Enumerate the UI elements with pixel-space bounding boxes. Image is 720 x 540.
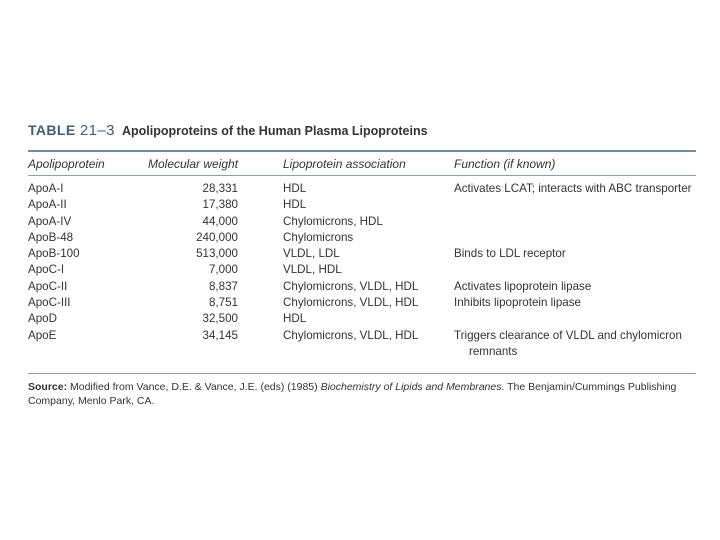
cell-molecular-weight: 34,145 [202, 328, 238, 342]
table-row [28, 197, 696, 213]
source-text-after: . The Benjamin/Cummings Publishing Company, Menlo Park, CA. [28, 381, 677, 408]
source-book-title: Biochemistry of Lipids and Membranes [320, 381, 502, 394]
table-figure [28, 122, 696, 408]
table-row [28, 214, 696, 230]
header-molecular-weight: Molecular weight [148, 156, 239, 171]
table-row [28, 295, 696, 311]
cell-function-text: Activates lipoprotein lipase [454, 279, 592, 293]
cell-molecular-weight: 28,331 [202, 182, 238, 195]
source-label: Source: [28, 381, 68, 394]
cell-molecular-weight: 513,000 [196, 247, 238, 261]
cell-function [454, 246, 696, 262]
cell-spacer [238, 246, 283, 262]
cell-association: Chylomicrons [283, 230, 354, 244]
cell-apolipoprotein: ApoC-I [28, 263, 65, 277]
source-text-before: Modified from Vance, D.E. & Vance, J.E. (eds) (1985) [67, 381, 321, 394]
cell-association: HDL [283, 312, 307, 326]
cell-association: Chylomicrons, VLDL, HDL [283, 279, 419, 293]
cell-function [454, 279, 696, 295]
cell-spacer [238, 311, 283, 327]
cell-function [454, 328, 696, 361]
cell-apolipoprotein: ApoB-100 [28, 247, 80, 261]
cell-molecular-weight: 44,000 [202, 214, 238, 228]
cell-apolipoprotein: ApoA-IV [28, 214, 72, 228]
cell-function [454, 311, 696, 327]
cell-association: HDL [283, 198, 307, 212]
cell-molecular-weight: 8,751 [208, 296, 238, 310]
cell-function [454, 262, 696, 278]
cell-function [454, 295, 696, 311]
table-row [28, 262, 696, 278]
cell-molecular-weight: 8,837 [208, 279, 238, 293]
cell-apolipoprotein: ApoC-II [28, 279, 68, 293]
table-row [28, 230, 696, 246]
cell-molecular-weight: 7,000 [208, 263, 238, 277]
table-body [28, 176, 696, 360]
header-association: Lipoprotein association [283, 156, 406, 171]
source-note [28, 380, 696, 408]
table-title: Apolipoproteins of the Human Plasma Lipoproteins [122, 124, 428, 138]
cell-spacer [238, 214, 283, 230]
table-row [28, 311, 696, 327]
table-title-row [28, 122, 696, 146]
cell-spacer [238, 295, 283, 311]
cell-apolipoprotein: ApoD [28, 312, 58, 326]
table-row [28, 246, 696, 262]
cell-apolipoprotein: ApoC-III [28, 296, 71, 310]
cell-function [454, 214, 696, 230]
cell-function-text: Triggers clearance of VLDL and chylomicron [454, 328, 682, 342]
table-row [28, 181, 696, 197]
table-row [28, 328, 696, 361]
cell-apolipoprotein: ApoE [28, 328, 57, 342]
header-row [28, 152, 696, 175]
table-label [28, 122, 122, 139]
table-row [28, 279, 696, 295]
cell-apolipoprotein: ApoB-48 [28, 230, 74, 244]
cell-function-text: Binds to LDL receptor [454, 247, 566, 261]
cell-apolipoprotein: ApoA-II [28, 198, 67, 212]
cell-function [454, 230, 696, 246]
cell-molecular-weight: 240,000 [196, 230, 238, 244]
cell-spacer [238, 181, 283, 197]
cell-function [454, 197, 696, 213]
cell-function-continuation: remnants [469, 344, 518, 358]
bottom-rule [28, 373, 696, 374]
cell-molecular-weight: 32,500 [202, 312, 238, 326]
cell-association: Chylomicrons, HDL [283, 214, 383, 228]
cell-spacer [238, 197, 283, 213]
cell-molecular-weight: 17,380 [202, 198, 238, 212]
cell-spacer [238, 262, 283, 278]
cell-spacer [238, 328, 283, 361]
table-label-number: 21–3 [79, 122, 115, 139]
cell-association: VLDL, LDL [283, 247, 340, 261]
header-apolipoprotein: Apolipoprotein [28, 156, 105, 171]
cell-spacer [238, 230, 283, 246]
cell-association: HDL [283, 182, 307, 195]
table-label-prefix: TABLE [28, 122, 76, 138]
cell-apolipoprotein: ApoA-I [28, 182, 64, 195]
header-function: Function (if known) [454, 156, 556, 171]
cell-function-text: Activates LCAT; interacts with ABC transporter [454, 182, 692, 195]
cell-spacer [238, 279, 283, 295]
cell-association: Chylomicrons, VLDL, HDL [283, 328, 419, 342]
cell-function [454, 181, 696, 197]
cell-function-text: Inhibits lipoprotein lipase [454, 296, 581, 310]
cell-association: Chylomicrons, VLDL, HDL [283, 296, 419, 310]
cell-association: VLDL, HDL [283, 263, 342, 277]
